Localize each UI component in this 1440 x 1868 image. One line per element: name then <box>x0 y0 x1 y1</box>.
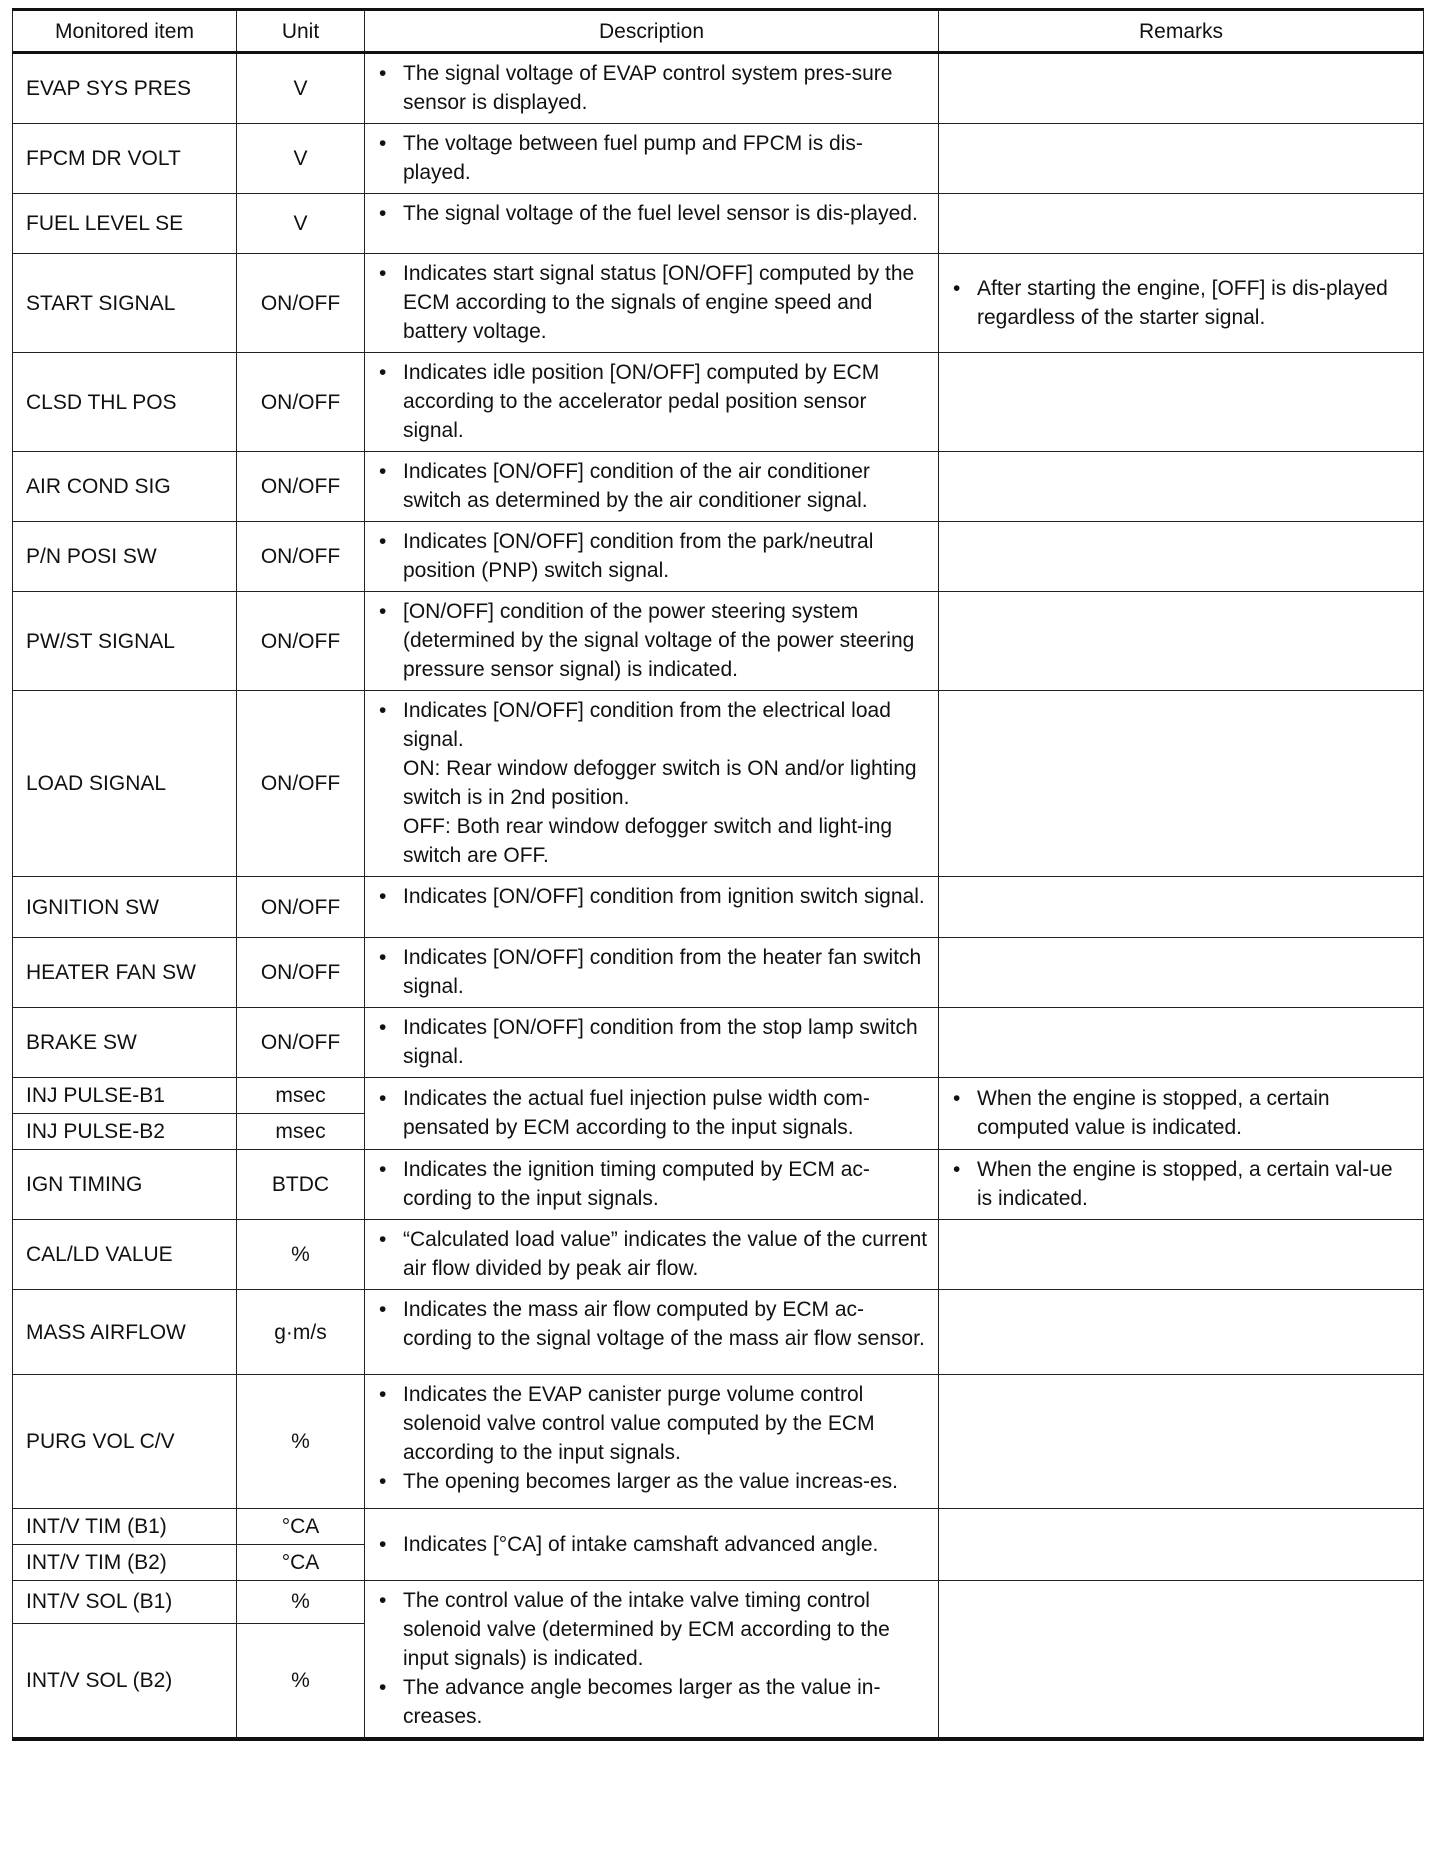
unit: ON/OFF <box>237 691 365 877</box>
remarks <box>939 1220 1424 1290</box>
unit: ON/OFF <box>237 522 365 592</box>
table-header-row <box>13 10 1424 53</box>
table-row <box>13 1150 1424 1220</box>
remarks <box>939 353 1424 452</box>
table-row <box>13 522 1424 592</box>
monitored-item: FPCM DR VOLT <box>13 124 237 194</box>
description-text: • Indicates the EVAP canister purge volume control solenoid valve control value computed by the ECM according to the input signals. <box>403 1380 928 1467</box>
unit: ON/OFF <box>237 1008 365 1078</box>
monitored-item: EVAP SYS PRES <box>13 53 237 124</box>
description <box>365 1150 939 1220</box>
remarks-text: • When the engine is stopped, a certain val-ue is indicated. <box>977 1155 1413 1213</box>
monitored-item: PURG VOL C/V <box>13 1375 237 1509</box>
table-row <box>13 691 1424 877</box>
remarks <box>939 938 1424 1008</box>
unit: V <box>237 194 365 254</box>
table-row <box>13 938 1424 1008</box>
remarks <box>939 1008 1424 1078</box>
description-text: • Indicates start signal status [ON/OFF] computed by the ECM according to the signals of engine speed and battery voltage. <box>403 259 928 346</box>
unit: msec <box>237 1078 365 1114</box>
description-text: • The advance angle becomes larger as the value in-creases. <box>403 1673 928 1731</box>
monitored-item: P/N POSI SW <box>13 522 237 592</box>
description-text: • Indicates [°CA] of intake camshaft advanced angle. <box>403 1530 928 1559</box>
remarks <box>939 1375 1424 1509</box>
unit: ON/OFF <box>237 353 365 452</box>
remarks <box>939 53 1424 124</box>
monitored-item: LOAD SIGNAL <box>13 691 237 877</box>
table-row <box>13 53 1424 124</box>
description-text: • [ON/OFF] condition of the power steering system (determined by the signal voltage of the power steering pressure sensor signal) is indicated. <box>403 597 928 684</box>
table-row <box>13 254 1424 353</box>
monitor-items-table <box>12 8 1424 1741</box>
unit: ON/OFF <box>237 452 365 522</box>
monitored-item: CAL/LD VALUE <box>13 1220 237 1290</box>
unit: % <box>237 1220 365 1290</box>
unit: msec <box>237 1114 365 1150</box>
description-text: • The signal voltage of EVAP control system pres-sure sensor is displayed. <box>403 59 928 117</box>
unit: °CA <box>237 1509 365 1545</box>
monitored-item: INT/V TIM (B1) <box>13 1509 237 1545</box>
table-row <box>13 1008 1424 1078</box>
monitored-item: FUEL LEVEL SE <box>13 194 237 254</box>
remarks <box>939 691 1424 877</box>
unit: % <box>237 1375 365 1509</box>
remarks <box>939 254 1424 353</box>
table-row <box>13 1509 1424 1545</box>
table-row <box>13 877 1424 938</box>
remarks <box>939 592 1424 691</box>
remarks <box>939 877 1424 938</box>
description <box>365 53 939 124</box>
description-text: • Indicates [ON/OFF] condition from the park/neutral position (PNP) switch signal. <box>403 527 928 585</box>
header-remarks: Remarks <box>939 10 1424 53</box>
description-text: • Indicates the ignition timing computed by ECM ac-cording to the input signals. <box>403 1155 928 1213</box>
table-row <box>13 452 1424 522</box>
monitored-item: CLSD THL POS <box>13 353 237 452</box>
monitored-item: INT/V SOL (B2) <box>13 1623 237 1739</box>
description <box>365 938 939 1008</box>
unit: BTDC <box>237 1150 365 1220</box>
monitor-items-table-page <box>12 8 1423 1741</box>
unit: % <box>237 1581 365 1624</box>
description-text: • Indicates the mass air flow computed by ECM ac-cording to the signal voltage of the mass air flow sensor. <box>403 1295 928 1353</box>
remarks <box>939 1150 1424 1220</box>
table-row <box>13 1375 1424 1509</box>
monitored-item: IGNITION SW <box>13 877 237 938</box>
monitored-item: IGN TIMING <box>13 1150 237 1220</box>
description <box>365 691 939 877</box>
description-on-text: ON: Rear window defogger switch is ON and/or lighting switch is in 2nd position. <box>403 757 917 809</box>
remarks <box>939 194 1424 254</box>
description <box>365 1509 939 1581</box>
description <box>365 1078 939 1150</box>
table-row <box>13 353 1424 452</box>
table-row <box>13 1220 1424 1290</box>
description-text: • Indicates [ON/OFF] condition from the electrical load signal. <box>403 696 928 754</box>
unit: ON/OFF <box>237 592 365 691</box>
description <box>365 1008 939 1078</box>
monitored-item: PW/ST SIGNAL <box>13 592 237 691</box>
remarks <box>939 124 1424 194</box>
description-text: • The opening becomes larger as the value increas-es. <box>403 1467 928 1496</box>
remarks <box>939 1509 1424 1581</box>
description <box>365 353 939 452</box>
description <box>365 1220 939 1290</box>
unit: V <box>237 53 365 124</box>
description-text: • The signal voltage of the fuel level sensor is dis-played. <box>403 199 928 228</box>
description <box>365 452 939 522</box>
remarks <box>939 452 1424 522</box>
monitored-item: INJ PULSE-B1 <box>13 1078 237 1114</box>
description <box>365 592 939 691</box>
description <box>365 1375 939 1509</box>
header-description: Description <box>365 10 939 53</box>
description <box>365 124 939 194</box>
table-row <box>13 124 1424 194</box>
description <box>365 1581 939 1740</box>
description <box>365 194 939 254</box>
remarks-text: • When the engine is stopped, a certain computed value is indicated. <box>977 1084 1413 1142</box>
monitored-item: START SIGNAL <box>13 254 237 353</box>
monitored-item: HEATER FAN SW <box>13 938 237 1008</box>
table-row <box>13 1290 1424 1375</box>
monitored-item: INT/V TIM (B2) <box>13 1545 237 1581</box>
table-row <box>13 1078 1424 1114</box>
table-row <box>13 194 1424 254</box>
description-off-text: OFF: Both rear window defogger switch and light-ing switch are OFF. <box>403 815 893 867</box>
description-text: • Indicates idle position [ON/OFF] computed by ECM according to the accelerator pedal position sensor signal. <box>403 358 928 445</box>
remarks <box>939 1290 1424 1375</box>
description <box>365 877 939 938</box>
unit: °CA <box>237 1545 365 1581</box>
description <box>365 254 939 353</box>
unit: % <box>237 1623 365 1739</box>
table-row <box>13 1581 1424 1624</box>
remarks <box>939 522 1424 592</box>
remarks <box>939 1581 1424 1740</box>
unit: ON/OFF <box>237 938 365 1008</box>
monitored-item: INT/V SOL (B1) <box>13 1581 237 1624</box>
unit: g·m/s <box>237 1290 365 1375</box>
description-text: • Indicates [ON/OFF] condition from the stop lamp switch signal. <box>403 1013 928 1071</box>
description <box>365 1290 939 1375</box>
table-row <box>13 592 1424 691</box>
monitored-item: INJ PULSE-B2 <box>13 1114 237 1150</box>
description-text: • Indicates [ON/OFF] condition from the heater fan switch signal. <box>403 943 928 1001</box>
description-text: • Indicates [ON/OFF] condition from ignition switch signal. <box>403 882 928 911</box>
monitored-item: BRAKE SW <box>13 1008 237 1078</box>
description-text: • Indicates the actual fuel injection pulse width com-pensated by ECM according to the input signals. <box>403 1084 928 1142</box>
description-text: • The voltage between fuel pump and FPCM is dis-played. <box>403 129 928 187</box>
description <box>365 522 939 592</box>
monitored-item: MASS AIRFLOW <box>13 1290 237 1375</box>
unit: ON/OFF <box>237 254 365 353</box>
header-monitored-item: Monitored item <box>13 10 237 53</box>
remarks-text: • After starting the engine, [OFF] is dis-played regardless of the starter signal. <box>977 274 1413 332</box>
description-text: • Indicates [ON/OFF] condition of the air conditioner switch as determined by the air conditioner signal. <box>403 457 928 515</box>
unit: ON/OFF <box>237 877 365 938</box>
header-unit: Unit <box>237 10 365 53</box>
remarks <box>939 1078 1424 1150</box>
monitored-item: AIR COND SIG <box>13 452 237 522</box>
unit: V <box>237 124 365 194</box>
description-text: • The control value of the intake valve timing control solenoid valve (determined by ECM according to the input signals) is indicated. <box>403 1586 928 1673</box>
description-text: • “Calculated load value” indicates the value of the current air flow divided by peak air flow. <box>403 1225 928 1283</box>
